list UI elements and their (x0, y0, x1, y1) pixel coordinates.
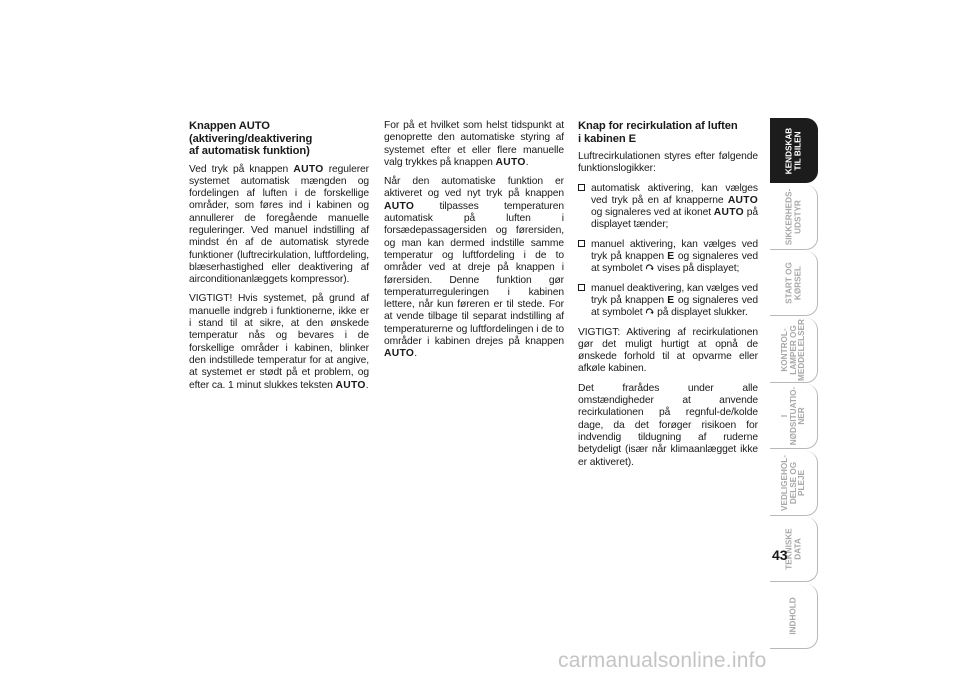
paragraph-recirc-intro: Luftrecirkulationen styres efter følgende funktionslogikker: (578, 151, 758, 175)
tab-indhold[interactable]: INDHOLD (770, 584, 818, 649)
watermark: carmanualsonline.info (558, 649, 767, 672)
heading-recirculation: Knap for recirkulation af luften i kabinen E (578, 120, 738, 145)
tab-nodsituationer[interactable]: I NØDSITUATIO- NER (770, 384, 818, 449)
checkbox-bullet-icon (578, 184, 585, 191)
column-recirculation (578, 120, 758, 476)
heading-auto-button: Knappen AUTO (aktivering/deaktivering af automatisk funktion) (189, 120, 313, 157)
column-auto-restore (384, 120, 564, 368)
tab-start-og-korsel[interactable]: START OG KØRSEL (770, 251, 818, 316)
paragraph-recirc-warning: Det frarådes under alle omstændigheder at anvende recirkulationen på regnful-de/kolde dage, da det forøger risikoen for indvendig tildugning af ruderne betydeligt (især når klimaanlægget ikke er aktiveret). (578, 382, 758, 468)
checkbox-bullet-icon (578, 284, 585, 291)
list-item: manuel aktivering, kan vælges ved tryk på knappen E og signaleres ved at symbolet vises på displayet; (578, 239, 758, 276)
column-auto-button (189, 120, 369, 399)
paragraph-restore-auto: For på et hvilket som helst tidspunkt at genoprette den automatiske styring af systemet efter et eller flere manuelle valg trykkes på knappen AUTO. (384, 120, 564, 168)
paragraph-auto-description: Ved tryk på knappen AUTO regulerer systemet automatisk mængden og fordelingen af luften i de forskellige områder, som føres ind i kabinen og annullerer de foregående manuelle reguleringer. Ved manuel indstilling af mindst én af de automatisk styrede funktioner (luftrecirkulation, luftfordeling, blæserhastighed eller deaktivering af airconditionanlæggets kompressor). (189, 163, 369, 286)
tab-sikkerhedsudstyr[interactable]: SIKKERHEDS- UDSTYR (770, 185, 818, 250)
paragraph-recirc-important: VIGTIGT: Aktivering af recirkulationen gør det muligt hurtigt at opnå de ønskede forhold til at opvarme eller afkøle kabinen. (578, 326, 758, 375)
checkbox-bullet-icon (578, 240, 585, 247)
recirculation-icon (645, 263, 654, 272)
tab-tekniske-data[interactable]: TEKNISKE DATA (770, 517, 818, 582)
tab-vedligeholdelse[interactable]: VEDLIGEHOL- DELSE OG PLEJE (770, 451, 818, 516)
paragraph-important-note: VIGTIGT! Hvis systemet, på grund af manuelle indgreb i funktionerne, ikke er i stand til at sikre, at den ønskede temperatur nås og bevares i de forskellige områder i kabinen, blinker den indstillede temperatur for at angive, at systemet er stødt på et problem, og efter ca. 1 minut slukkes teksten AUTO. (189, 293, 369, 391)
tab-kendskab-til-bilen[interactable]: KENDSKAB TIL BILEN (770, 118, 818, 183)
tab-kontrollamper[interactable]: KONTROL- LAMPER OG MEDDELELSER (770, 318, 818, 383)
list-item: automatisk aktivering, kan vælges ved tryk på en af knapperne AUTO og signaleres ved at ikonet AUTO på displayet tænder; (578, 183, 758, 232)
page-number: 43 (772, 547, 788, 563)
recirculation-icon (645, 307, 654, 316)
section-tabs (770, 118, 818, 650)
paragraph-auto-sync: Når den automatiske funktion er aktiveret og ved nyt tryk på knappen AUTO tilpasses temperaturen automatisk på luften i forsædepassagersiden og førersiden, og man kan dermed indstille samme temperatur og luftfordeling i de to områder ved at dreje på knappen i førersiden. Denne funktion gør temperaturreguleringen i kabinen lettere, når kun føreren er til stede. For at vende tilbage til separat indstilling af temperaturerne og luftfordelingen i de to områder i kabinen drejes på knappen AUTO. (384, 176, 564, 360)
list-item: manuel deaktivering, kan vælges ved tryk på knappen E og signaleres ved at symbolet på displayet slukker. (578, 283, 758, 320)
